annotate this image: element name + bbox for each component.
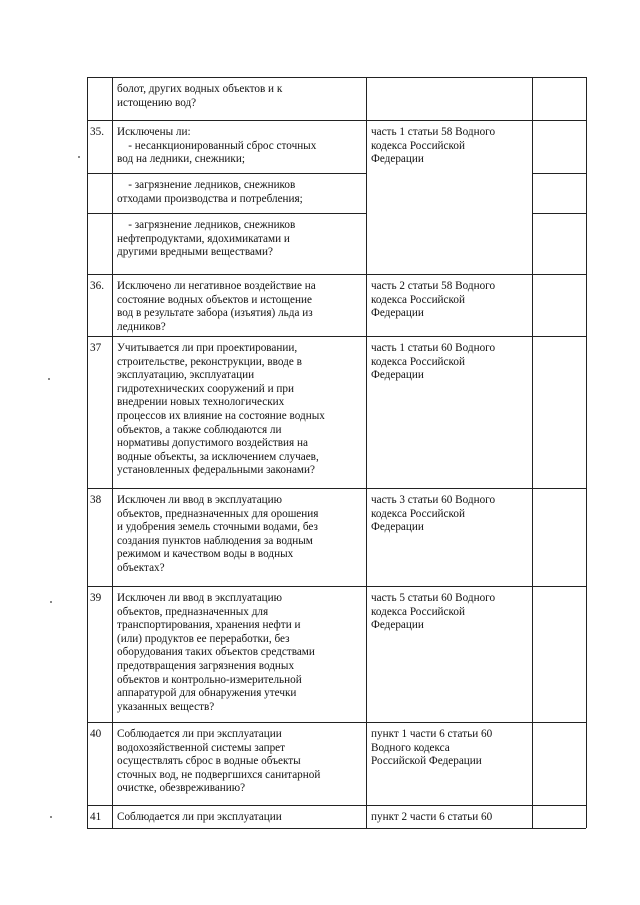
scan-speck — [50, 601, 52, 603]
question-text: гидротехнических сооружений и при — [117, 382, 294, 395]
question-text: процессов их влияние на состояние водных — [117, 410, 325, 422]
question-text: нефтепродуктами, ядохимикатами и — [117, 232, 290, 245]
row-number: 41 — [90, 811, 102, 823]
legal-reference: кодекса Российской — [371, 507, 465, 520]
table-horizontal-rule — [87, 805, 586, 806]
scan-speck — [78, 156, 80, 158]
table-horizontal-rule — [532, 213, 586, 214]
table-horizontal-rule — [87, 120, 586, 121]
question-text: Соблюдается ли при эксплуатации — [117, 811, 282, 823]
legal-reference: Водного кодекса — [371, 741, 450, 754]
question-text: внедрении новых технологических — [117, 396, 285, 409]
table-vertical-rule — [87, 77, 88, 828]
question-text: водохозяйственной системы запрет — [117, 741, 286, 754]
legal-reference: кодекса Российской — [371, 139, 465, 152]
legal-reference: кодекса Российской — [371, 293, 465, 306]
legal-reference: пункт 2 части 6 статьи 60 — [371, 811, 493, 823]
question-text: установленных федеральными законами? — [117, 464, 315, 477]
question-text: - загрязнение ледников, снежников — [117, 219, 296, 231]
legal-reference: часть 5 статьи 60 Водного — [371, 592, 496, 604]
question-text: вод на ледники, снежники; — [117, 153, 245, 166]
question-text: Исключены ли: — [117, 126, 191, 138]
question-text: транспортирования, хранения нефти и — [117, 619, 301, 632]
legal-reference: Федерации — [371, 521, 424, 534]
question-text: - несанкционированный сброс сточных — [117, 139, 317, 152]
legal-reference: кодекса Российской — [371, 605, 465, 618]
question-text: создания пунктов наблюдения за водным — [117, 534, 313, 547]
row-number: 36. — [90, 280, 104, 292]
legal-reference: кодекса Российской — [371, 355, 465, 368]
question-text: предотвращения загрязнения водных — [117, 660, 295, 672]
table-horizontal-rule — [87, 77, 586, 78]
question-text: объектов, а также соблюдаются ли — [117, 423, 282, 436]
row-number: 39 — [90, 592, 102, 604]
question-text: ледников? — [117, 320, 166, 333]
legal-reference: часть 3 статьи 60 Водного — [371, 494, 496, 506]
row-number: 37 — [90, 342, 102, 354]
question-text: нормативы допустимого воздействия на — [117, 437, 308, 450]
scan-speck — [48, 378, 50, 380]
legal-reference: пункт 1 части 6 статьи 60 — [371, 728, 493, 740]
question-text: очистке, обезвреживанию? — [117, 782, 246, 795]
table-horizontal-rule — [87, 213, 366, 214]
question-text: Исключен ли ввод в эксплуатацию — [117, 494, 283, 506]
question-text: и удобрения земель сточными водами, без — [117, 521, 318, 534]
question-text: осуществлять сброс в водные объекты — [117, 755, 301, 768]
table-horizontal-rule — [532, 173, 586, 174]
row-number: 38 — [90, 494, 102, 506]
table-horizontal-rule — [87, 488, 586, 489]
question-text: объектов и контрольно-измерительной — [117, 673, 302, 686]
question-text: водные объекты, за исключением случаев, — [117, 450, 319, 463]
question-text: указанных веществ? — [117, 700, 215, 713]
table-vertical-rule — [586, 77, 587, 828]
table-horizontal-rule — [87, 586, 586, 587]
table-horizontal-rule — [87, 173, 366, 174]
question-text: вод в результате забора (изъятия) льда из — [117, 307, 313, 320]
question-text: сточных вод, не подвергшихся санитарной — [117, 768, 321, 781]
question-text: другими вредными веществами? — [117, 246, 273, 259]
question-text: Соблюдается ли при эксплуатации — [117, 728, 282, 740]
question-text: объектах? — [117, 562, 165, 574]
row-number: 35. — [90, 126, 104, 138]
question-text: отходами производства и потребления; — [117, 192, 303, 205]
legal-reference: Федерации — [371, 153, 424, 166]
table-vertical-rule — [532, 77, 533, 828]
scan-speck — [50, 816, 52, 818]
legal-reference: часть 2 статьи 58 Водного — [371, 280, 496, 292]
table-horizontal-rule — [87, 274, 586, 275]
table-horizontal-rule — [87, 828, 586, 829]
legal-reference: часть 1 статьи 60 Водного — [371, 342, 496, 354]
question-text: - загрязнение ледников, снежников — [117, 179, 296, 191]
legal-reference: Федерации — [371, 369, 424, 382]
legal-reference: Федерации — [371, 619, 424, 632]
table-vertical-rule — [112, 77, 113, 828]
question-text: Исключено ли негативное воздействие на — [117, 280, 316, 292]
question-text: строительстве, реконструкции, вводе в — [117, 355, 302, 368]
table-horizontal-rule — [87, 336, 586, 337]
question-text: режимом и качеством воды в водных — [117, 548, 294, 561]
question-text: истощению вод? — [117, 96, 197, 109]
question-text: состояние водных объектов и истощение — [117, 293, 312, 306]
legal-reference: часть 1 статьи 58 Водного — [371, 126, 496, 138]
question-text: объектов, предназначенных для орошения — [117, 507, 319, 520]
question-text: болот, других водных объектов и к — [117, 83, 283, 95]
question-text: эксплуатацию, эксплуатации — [117, 369, 255, 382]
question-text: (или) продуктов ее переработки, без — [117, 632, 290, 645]
row-number: 40 — [90, 728, 102, 740]
question-text: Учитывается ли при проектировании, — [117, 342, 298, 354]
legal-reference: Российской Федерации — [371, 755, 482, 768]
table-vertical-rule — [366, 77, 367, 828]
question-text: объектов, предназначенных для — [117, 605, 269, 618]
question-text: Исключен ли ввод в эксплуатацию — [117, 592, 283, 604]
question-text: оборудования таких объектов средствами — [117, 646, 315, 659]
question-text: аппаратурой для обнаружения утечки — [117, 687, 297, 700]
table-horizontal-rule — [87, 722, 586, 723]
legal-reference: Федерации — [371, 307, 424, 320]
